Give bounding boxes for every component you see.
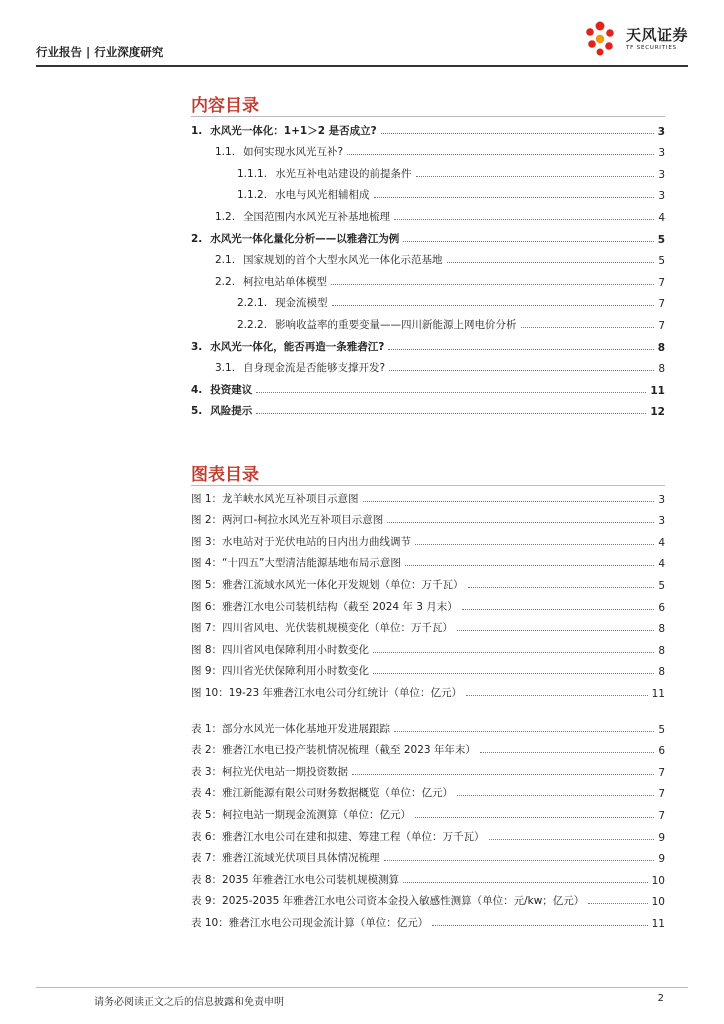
- entry-page-number: 11: [651, 917, 665, 930]
- entry-page-number: 3: [658, 147, 665, 160]
- toc-entry[interactable]: [191, 375, 665, 397]
- entry-text: 全国范围内水风光互补基地梳理: [243, 210, 391, 223]
- report-type-label: 行业报告 | 行业深度研究: [36, 45, 164, 59]
- entry-text: 投资建议: [210, 383, 253, 396]
- header-divider: [36, 65, 688, 67]
- dot-leader: [394, 731, 654, 732]
- entry-page-number: 5: [658, 723, 665, 736]
- entry-label: [191, 915, 428, 930]
- entry-label: [191, 829, 485, 844]
- dot-leader: [588, 903, 647, 904]
- entry-text: 图 6：雅砻江水电公司装机结构（截至 2024 年 3 月末）: [191, 600, 458, 613]
- entry-label: [191, 872, 399, 887]
- entry-page-number: 8: [658, 666, 665, 679]
- dot-leader: [256, 413, 646, 414]
- dot-leader: [403, 241, 653, 242]
- entry-page-number: 6: [658, 601, 665, 614]
- entry-label: [191, 807, 411, 822]
- dot-leader: [388, 349, 653, 350]
- toc-entry[interactable]: [191, 202, 665, 224]
- dot-leader: [521, 327, 655, 328]
- entry-text: 图 10：19-23 年雅砻江水电公司分红统计（单位：亿元）: [191, 686, 463, 699]
- toc-entry[interactable]: [191, 310, 665, 332]
- toc-entry[interactable]: [191, 159, 665, 181]
- dot-leader: [256, 392, 646, 393]
- entry-text: 水电与风光相辅相成: [275, 189, 370, 202]
- entry-number: 1.1.: [215, 146, 236, 159]
- dot-leader: [462, 609, 655, 610]
- dot-leader: [415, 544, 654, 545]
- entry-text: 水光互补电站建设的前提条件: [275, 167, 412, 180]
- toc-title: 内容目录: [191, 96, 259, 116]
- entry-text: 表 4：雅江新能源有限公司财务数据概览（单位：亿元）: [191, 787, 454, 800]
- entry-number: 3.: [191, 340, 203, 353]
- dot-leader: [394, 219, 654, 220]
- entry-label: [191, 764, 348, 779]
- dot-leader: [373, 652, 654, 653]
- dot-leader: [457, 795, 654, 796]
- entry-label: [191, 663, 369, 678]
- toc-list: [191, 116, 665, 418]
- logo-name-cn: 天风证券: [625, 25, 688, 44]
- entry-text: 水风光一体化量化分析——以雅砻江为例: [210, 232, 400, 245]
- toc-entry[interactable]: [191, 736, 665, 758]
- entry-label: [191, 403, 252, 418]
- entry-page-number: 11: [651, 687, 665, 700]
- entry-number: 2.2.1.: [237, 297, 268, 310]
- company-logo: [582, 18, 688, 60]
- entry-page-number: 7: [658, 809, 665, 822]
- entry-text: 表 1：部分水风光一体化基地开发进展跟踪: [191, 722, 391, 735]
- entry-number: 5.: [191, 405, 203, 418]
- tf-logo-icon: [582, 19, 622, 59]
- toc-entry[interactable]: [191, 657, 665, 679]
- toc-entry[interactable]: [191, 138, 665, 160]
- entry-label: [191, 850, 380, 865]
- toc-entry[interactable]: [191, 635, 665, 657]
- dot-leader: [347, 154, 654, 155]
- entry-text: 图 7：四川省风电、光伏装机规模变化（单位：万千瓦）: [191, 622, 454, 635]
- entry-page-number: 3: [658, 168, 665, 181]
- dot-leader: [363, 501, 655, 502]
- toc-entry[interactable]: [191, 757, 665, 779]
- chart-list: [191, 484, 665, 700]
- dot-leader: [403, 882, 648, 883]
- entry-label: [191, 577, 464, 592]
- entry-text: 自身现金流是否能够支撑开发?: [243, 362, 386, 375]
- entry-page-number: 8: [658, 644, 665, 657]
- entry-label: [191, 382, 252, 397]
- entry-label: [191, 534, 411, 549]
- toc-entry[interactable]: [191, 484, 665, 506]
- entry-number: 2.1.: [215, 254, 236, 267]
- entry-page-number: 11: [650, 384, 665, 397]
- entry-label: [215, 274, 327, 289]
- entry-number: 1.1.2.: [237, 189, 268, 202]
- entry-text: 表 9：2025-2035 年雅砻江水电公司资本金投入敏感性测算（单位：元/kw；亿元）: [191, 895, 585, 908]
- entry-text: 图 1：龙羊峡水风光互补项目示意图: [191, 492, 359, 505]
- toc-entry[interactable]: [191, 116, 665, 138]
- dot-leader: [405, 565, 654, 566]
- dot-leader: [457, 630, 654, 631]
- toc-entry[interactable]: [191, 289, 665, 311]
- entry-number: 1.1.1.: [237, 167, 268, 180]
- entry-label: [237, 166, 412, 181]
- entry-number: 1.: [191, 124, 203, 137]
- page-number: 2: [657, 993, 664, 1004]
- entry-page-number: 4: [658, 558, 665, 571]
- entry-number: 3.1.: [215, 362, 236, 375]
- entry-text: 现金流模型: [275, 297, 328, 310]
- entry-label: [191, 893, 584, 908]
- entry-page-number: 5: [658, 579, 665, 592]
- toc-entry[interactable]: [191, 549, 665, 571]
- toc-entry[interactable]: [191, 506, 665, 528]
- entry-text: 图 8：四川省风电保障利用小时数变化: [191, 643, 370, 656]
- entry-label: [215, 209, 390, 224]
- dot-leader: [352, 774, 654, 775]
- dot-leader: [381, 133, 654, 134]
- toc-entry[interactable]: [191, 181, 665, 203]
- dot-leader: [332, 305, 655, 306]
- dot-leader: [374, 197, 655, 198]
- entry-page-number: 12: [650, 406, 665, 419]
- entry-text: 表 10：雅砻江水电公司现金流计算（单位：亿元）: [191, 916, 429, 929]
- entry-label: [191, 555, 401, 570]
- entry-label: [191, 742, 476, 757]
- entry-number: 2.: [191, 232, 203, 245]
- logo-name-en: TF SECURITIES: [625, 44, 677, 51]
- entry-text: 图 4：“十四五”大型清洁能源基地布局示意图: [191, 557, 401, 570]
- dot-leader: [389, 370, 654, 371]
- entry-text: 图 2：两河口-柯拉水风光互补项目示意图: [191, 514, 384, 527]
- entry-text: 表 6：雅砻江水电公司在建和拟建、筹建工程（单位：万千瓦）: [191, 830, 485, 843]
- entry-number: 2.2.: [215, 275, 236, 288]
- entry-label: [191, 721, 390, 736]
- dot-leader: [331, 284, 654, 285]
- entry-page-number: 7: [658, 788, 665, 801]
- entry-text: 水风光一体化，能否再造一条雅砻江?: [210, 340, 385, 353]
- dot-leader: [384, 860, 655, 861]
- dot-leader: [373, 673, 654, 674]
- entry-page-number: 6: [658, 745, 665, 758]
- entry-label: [191, 231, 399, 246]
- toc-entry[interactable]: [191, 224, 665, 246]
- table-list: [191, 714, 665, 930]
- toc-entry[interactable]: [191, 614, 665, 636]
- entry-number: 4.: [191, 383, 203, 396]
- toc-entry[interactable]: [191, 267, 665, 289]
- dot-leader: [468, 587, 655, 588]
- entry-text: 风险提示: [210, 405, 253, 418]
- entry-label: [237, 317, 517, 332]
- entry-page-number: 5: [658, 255, 665, 268]
- entry-label: [191, 642, 369, 657]
- entry-label: [191, 599, 458, 614]
- entry-label: [237, 187, 370, 202]
- entry-text: 国家规划的首个大型水风光一体化示范基地: [243, 254, 443, 267]
- entry-label: [237, 295, 328, 310]
- toc-entry[interactable]: [191, 822, 665, 844]
- toc-entry[interactable]: [191, 570, 665, 592]
- entry-page-number: 3: [658, 515, 665, 528]
- entry-page-number: 5: [657, 233, 665, 246]
- dot-leader: [489, 839, 655, 840]
- toc-entry[interactable]: [191, 779, 665, 801]
- dot-leader: [415, 817, 654, 818]
- toc-entry[interactable]: [191, 678, 665, 700]
- entry-page-number: 7: [658, 276, 665, 289]
- toc-entry[interactable]: [191, 865, 665, 887]
- entry-label: [191, 123, 377, 138]
- entry-page-number: 7: [658, 766, 665, 779]
- entry-label: [191, 685, 462, 700]
- entry-page-number: 7: [658, 298, 665, 311]
- toc-entry[interactable]: [191, 332, 665, 354]
- toc-entry[interactable]: [191, 714, 665, 736]
- entry-number: 2.2.2.: [237, 318, 268, 331]
- entry-number: 1.2.: [215, 210, 236, 223]
- entry-text: 表 3：柯拉光伏电站一期投资数据: [191, 765, 349, 778]
- footer-divider: [36, 987, 688, 988]
- dot-leader: [466, 695, 648, 696]
- toc-entry[interactable]: [191, 887, 665, 909]
- entry-text: 表 2：雅砻江水电已投产装机情况梳理（截至 2023 年年末）: [191, 744, 476, 757]
- entry-page-number: 4: [658, 536, 665, 549]
- entry-page-number: 3: [658, 190, 665, 203]
- entry-text: 图 5：雅砻江流域水风光一体化开发规划（单位：万千瓦）: [191, 578, 464, 591]
- dot-leader: [387, 522, 654, 523]
- entry-label: [191, 785, 453, 800]
- entry-page-number: 9: [658, 831, 665, 844]
- figures-title: 图表目录: [191, 465, 259, 485]
- entry-page-number: 10: [651, 896, 665, 909]
- entry-label: [215, 252, 443, 267]
- entry-text: 影响收益率的重要变量——四川新能源上网电价分析: [275, 318, 517, 331]
- toc-entry[interactable]: [191, 592, 665, 614]
- entry-page-number: 8: [658, 363, 665, 376]
- entry-label: [191, 512, 383, 527]
- toc-entry[interactable]: [191, 527, 665, 549]
- dot-leader: [416, 176, 655, 177]
- footer-disclaimer: 请务必阅读正文之后的信息披露和免责申明: [94, 997, 284, 1008]
- entry-page-number: 4: [658, 211, 665, 224]
- entry-text: 表 7：雅砻江流域光伏项目具体情况梳理: [191, 852, 380, 865]
- entry-page-number: 9: [658, 853, 665, 866]
- dot-leader: [432, 925, 647, 926]
- toc-entry[interactable]: [191, 246, 665, 268]
- dot-leader: [480, 752, 654, 753]
- entry-text: 图 3：水电站对于光伏电站的日内出力曲线调节: [191, 535, 412, 548]
- entry-page-number: 10: [651, 874, 665, 887]
- entry-page-number: 3: [657, 125, 665, 138]
- entry-label: [215, 360, 385, 375]
- entry-text: 如何实现水风光互补?: [243, 146, 344, 159]
- toc-entry[interactable]: [191, 908, 665, 930]
- toc-entry[interactable]: [191, 800, 665, 822]
- entry-text: 水风光一体化：1+1＞2 是否成立?: [210, 124, 377, 137]
- entry-label: [215, 144, 343, 159]
- toc-entry[interactable]: [191, 844, 665, 866]
- entry-label: [191, 620, 453, 635]
- entry-page-number: 8: [657, 341, 665, 354]
- entry-label: [191, 491, 359, 506]
- entry-label: [191, 339, 384, 354]
- entry-text: 图 9：四川省光伏保障利用小时数变化: [191, 665, 370, 678]
- entry-page-number: 7: [658, 319, 665, 332]
- entry-page-number: 8: [658, 623, 665, 636]
- toc-entry[interactable]: [191, 397, 665, 419]
- entry-text: 柯拉电站单体模型: [243, 275, 328, 288]
- entry-page-number: 3: [658, 493, 665, 506]
- toc-entry[interactable]: [191, 354, 665, 376]
- entry-text: 表 5：柯拉电站一期现金流测算（单位：亿元）: [191, 808, 412, 821]
- entry-text: 表 8：2035 年雅砻江水电公司装机规模测算: [191, 873, 400, 886]
- dot-leader: [447, 262, 655, 263]
